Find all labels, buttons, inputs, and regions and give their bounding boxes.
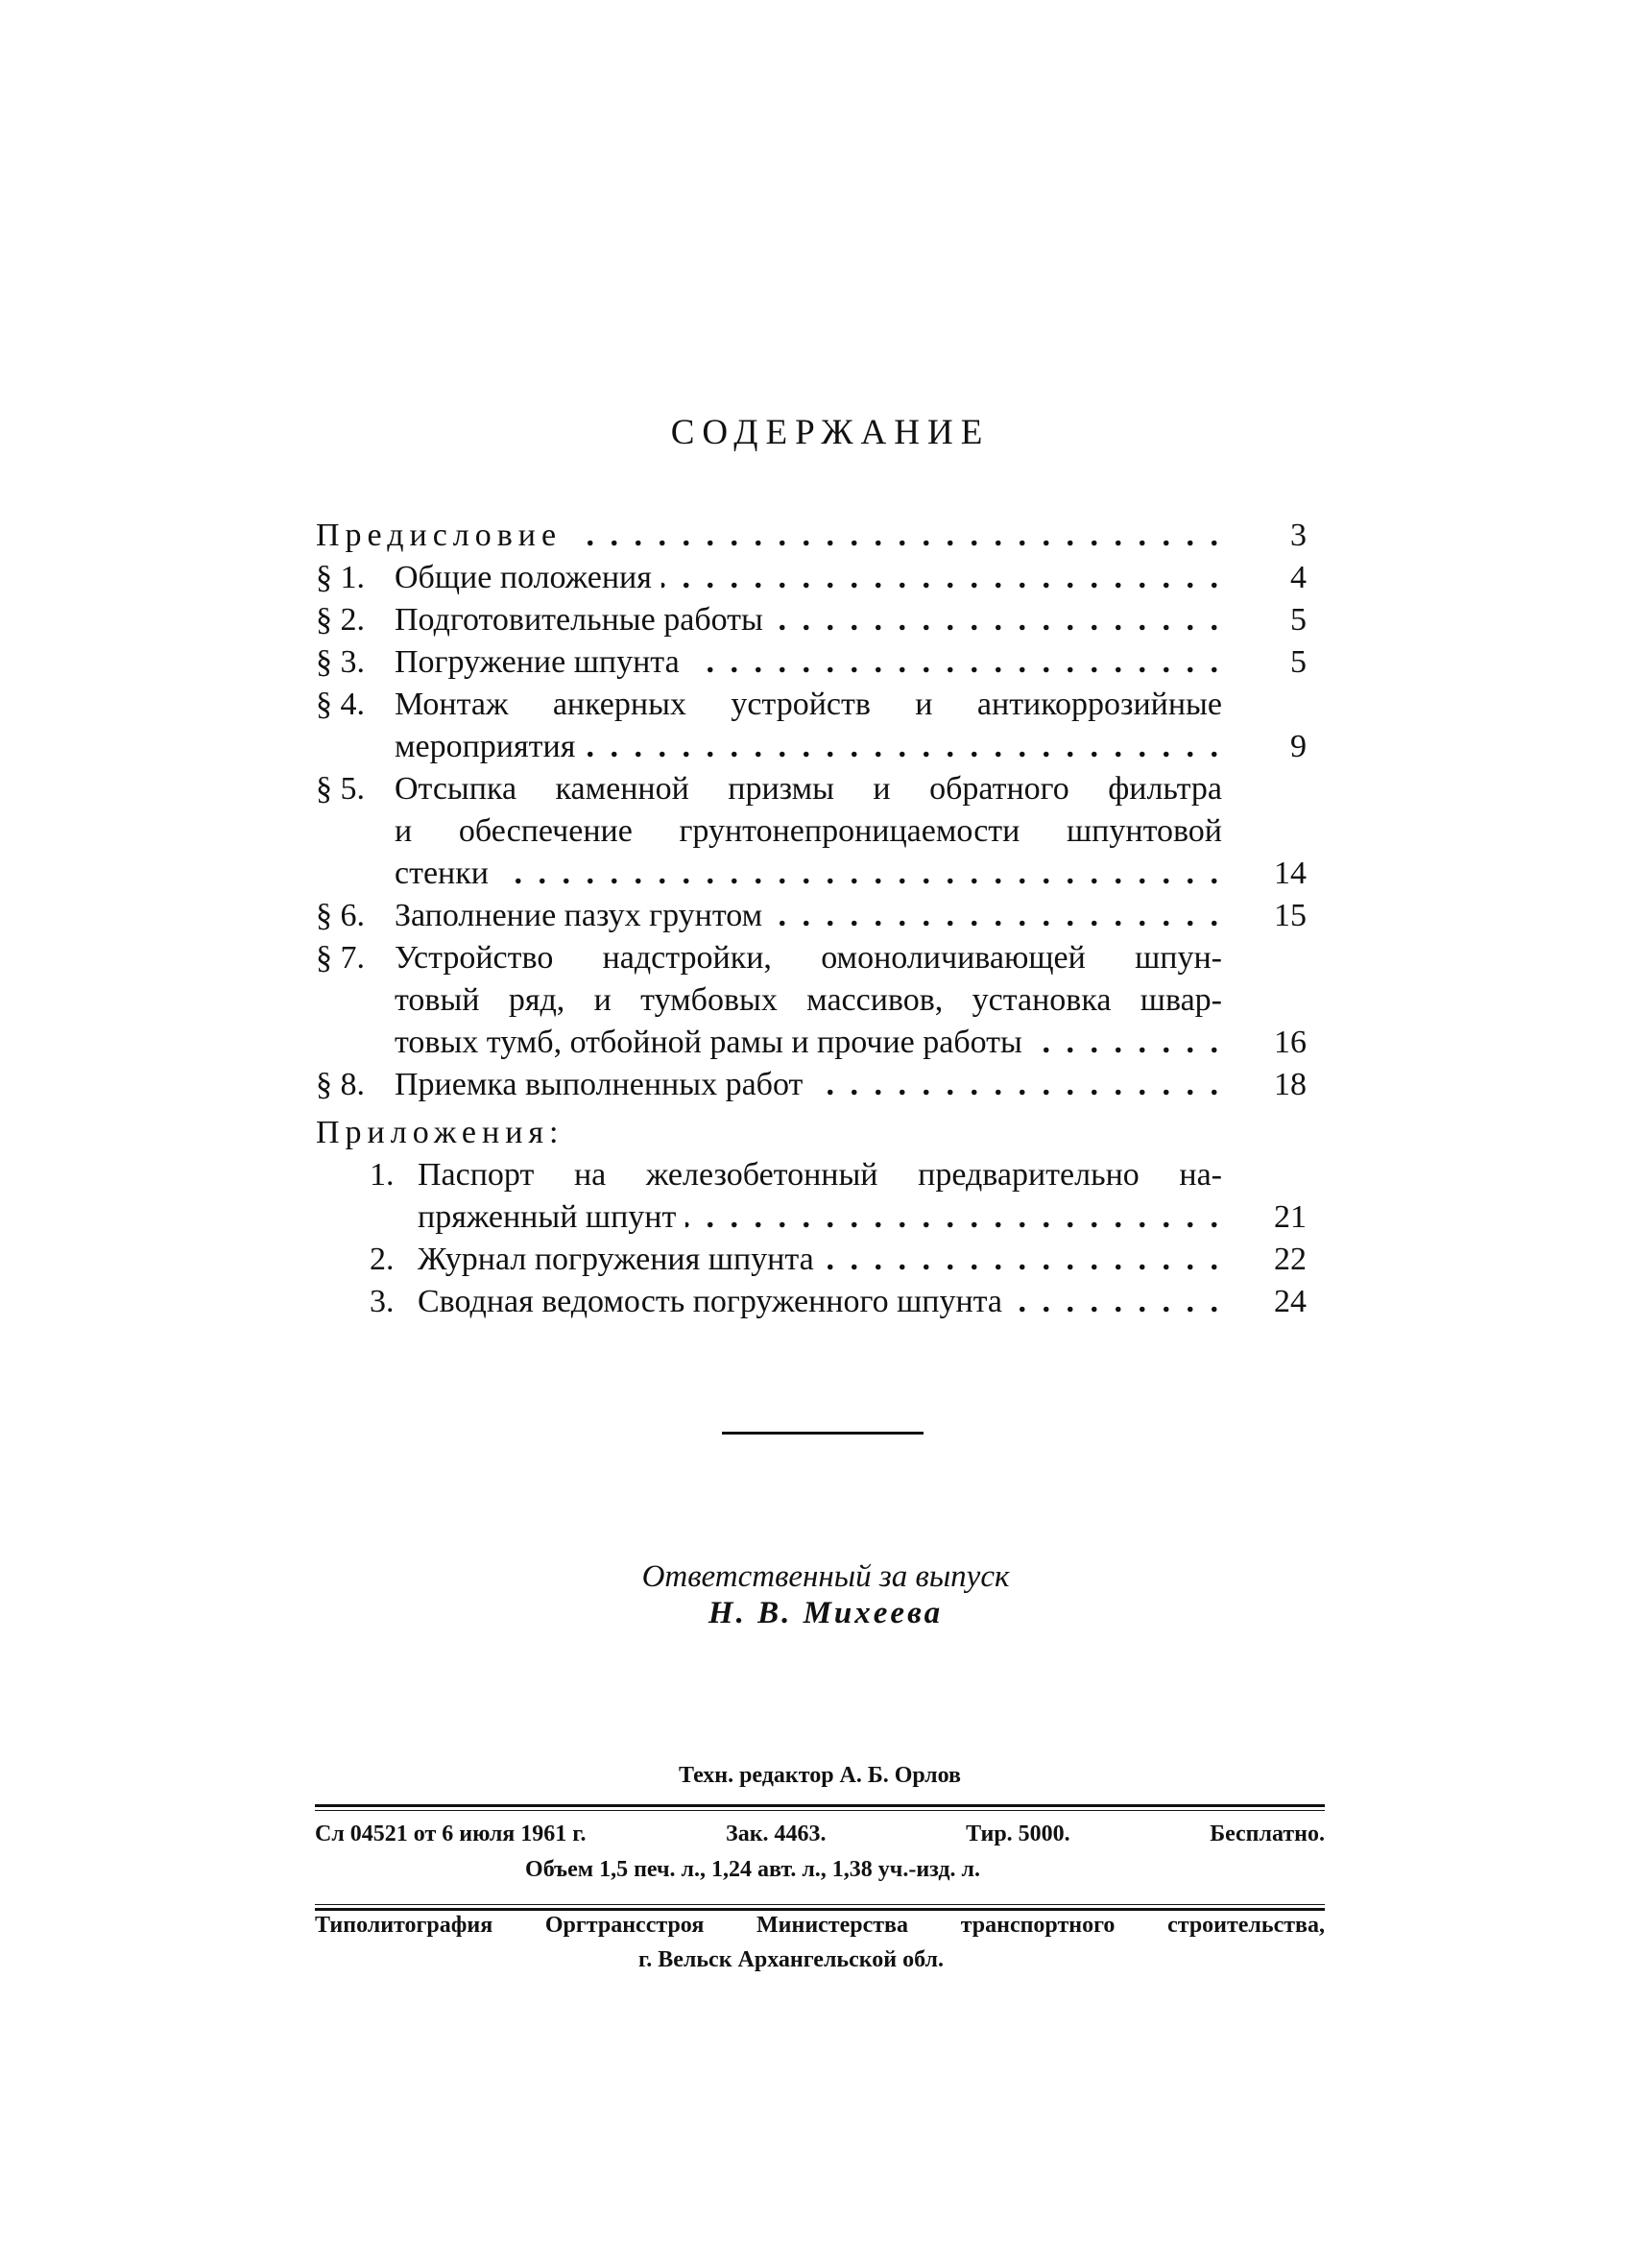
toc-entry-number: § 3. — [316, 644, 365, 680]
toc-entry-appendix-3 — [316, 1281, 1307, 1323]
toc-entry-number: § 5. — [316, 771, 365, 807]
toc-entry-leader-line — [395, 641, 1222, 684]
toc-entry-title: товых тумб, отбойной рамы и прочие работы — [395, 1025, 1032, 1060]
toc-entry-section-6 — [316, 895, 1307, 937]
toc-entry-title: Подготовительные работы — [395, 602, 773, 638]
imprint-rule-bottom — [315, 1904, 1325, 1911]
toc-entry-title: Погружение шпунта — [395, 644, 689, 680]
toc-entry-section-5 — [316, 768, 1307, 895]
toc-entry-title: Общие положения — [395, 560, 661, 595]
toc-entry-number: § 1. — [316, 560, 365, 595]
toc-page-number: 4 — [1290, 560, 1307, 595]
toc-entry-leader-line — [418, 1196, 1222, 1239]
tech-editor: Техн. редактор А. Б. Орлов — [678, 1763, 961, 1788]
toc-entry-section-7 — [316, 937, 1307, 1064]
toc-page-number: 15 — [1274, 898, 1307, 933]
toc-entry-title: Приемка выполненных работ — [395, 1067, 812, 1102]
toc-page-number: 18 — [1274, 1067, 1307, 1102]
toc-entry-leader-line — [395, 726, 1222, 768]
toc-entry-section-8 — [316, 1064, 1307, 1106]
toc-entry-title: пряженный шпунт — [418, 1199, 685, 1235]
toc-page-number: 9 — [1290, 729, 1307, 764]
toc-entry-line: Паспорт на железобетонный предварительно на- — [418, 1157, 1222, 1193]
toc-entry-leader-line — [395, 599, 1222, 641]
page-title: СОДЕРЖАНИЕ — [670, 413, 991, 452]
price: Бесплатно. — [1210, 1822, 1325, 1846]
toc-entry-section-2 — [316, 599, 1307, 641]
toc-entry-appendix-1 — [316, 1154, 1307, 1239]
imprint-rule-top — [315, 1804, 1325, 1811]
toc-entry-title: Заполнение пазух грунтом — [395, 898, 772, 933]
printer-location: г. Вельск Архангельской обл. — [638, 1947, 944, 1972]
toc-entry-number: 1. — [370, 1157, 395, 1193]
printer-name: Типолитография Оргтрансстроя Министерства транспортного строительства, — [315, 1913, 1325, 1938]
toc-entry-number: § 7. — [316, 940, 365, 976]
order-number: Зак. 4463. — [726, 1822, 827, 1846]
toc-page-number: 5 — [1290, 602, 1307, 638]
toc-entry-section-3 — [316, 641, 1307, 684]
toc-entry-leader-line — [395, 557, 1222, 599]
toc-entry-leader-line — [395, 1022, 1222, 1064]
toc-entry-number: 2. — [370, 1242, 395, 1277]
toc-entry-leader-line — [418, 1281, 1222, 1323]
toc-page-number: 14 — [1274, 856, 1307, 891]
toc-entry-label: Предисловие — [316, 518, 571, 553]
appendix-heading: Приложения: — [316, 1115, 564, 1150]
toc-entry-line: Монтаж анкерных устройств и антикоррозийные — [395, 687, 1222, 722]
toc-entry-leader-line — [418, 1239, 1222, 1281]
toc-entry-leader-line — [395, 853, 1222, 895]
toc-page-number: 21 — [1274, 1199, 1307, 1235]
toc-entry-title: Сводная ведомость погруженного шпунта — [418, 1284, 1012, 1319]
toc-entry-section-1 — [316, 557, 1307, 599]
responsible-label: Ответственный за выпуск — [641, 1559, 1010, 1594]
toc-entry-leader-line — [395, 895, 1222, 937]
print-run: Тир. 5000. — [966, 1822, 1070, 1846]
publication-details — [315, 1822, 1325, 1847]
toc-entry-title: стенки — [395, 856, 498, 891]
toc-page-number: 22 — [1274, 1242, 1307, 1277]
toc-entry-leader-line — [395, 1064, 1222, 1106]
toc-entry-number: § 4. — [316, 687, 365, 722]
responsible-name: Н. В. Михеева — [708, 1596, 944, 1630]
toc-entry-number: § 8. — [316, 1067, 365, 1102]
divider-line — [722, 1432, 924, 1435]
table-of-contents — [316, 515, 1307, 1323]
toc-entry-line: и обеспечение грунтонепроницаемости шпунтовой — [395, 813, 1222, 849]
toc-entry-preface — [316, 515, 1307, 557]
toc-page-number: 16 — [1274, 1025, 1307, 1060]
toc-entry-section-4 — [316, 684, 1307, 768]
toc-page-number: 3 — [1290, 518, 1307, 553]
toc-entry-title: Журнал погружения шпунта — [418, 1242, 824, 1277]
toc-sections — [316, 557, 1307, 1106]
toc-entry-number: § 6. — [316, 898, 365, 933]
toc-entry-title: мероприятия — [395, 729, 585, 764]
toc-appendix-heading — [316, 1112, 1307, 1154]
volume-details: Объем 1,5 печ. л., 1,24 авт. л., 1,38 уч.-изд. л. — [525, 1857, 980, 1882]
toc-entry-line: Отсыпка каменной призмы и обратного фильтра — [395, 771, 1222, 807]
toc-entry-line: Устройство надстройки, омоноличивающей шпун- — [395, 940, 1222, 976]
toc-entry-appendix-2 — [316, 1239, 1307, 1281]
toc-entry-number: 3. — [370, 1284, 395, 1319]
toc-page-number: 5 — [1290, 644, 1307, 680]
license-number: Сл 04521 от 6 июля 1961 г. — [315, 1822, 587, 1846]
toc-entry-line: товый ряд, и тумбовых массивов, установка швар- — [395, 982, 1222, 1018]
responsible-block — [0, 1558, 1632, 1631]
toc-appendices — [316, 1154, 1307, 1323]
toc-page-number: 24 — [1274, 1284, 1307, 1319]
toc-entry-number: § 2. — [316, 602, 365, 638]
